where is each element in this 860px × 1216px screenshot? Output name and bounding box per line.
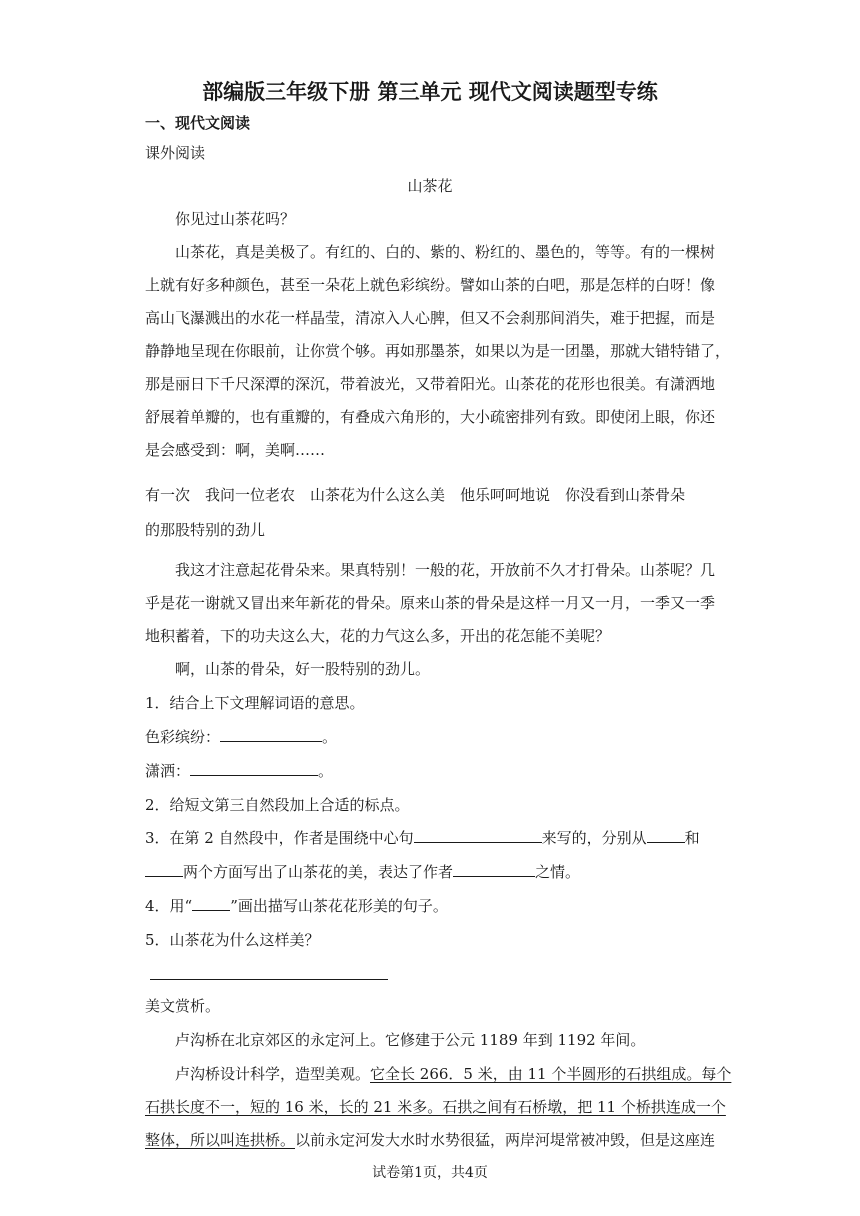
underlined-sentence: 整体，所以叫连拱桥。 xyxy=(145,1131,296,1149)
section-2-heading: 美文赏析。 xyxy=(145,997,221,1015)
question-3-line-2: 两个方面写出了山茶花的美，表达了作者 之情。 xyxy=(145,862,580,882)
question-2: 2．给短文第三自然段加上合适的标点。 xyxy=(145,796,410,814)
paragraph-2-line: 上就有好多种颜色，甚至一朵花上就色彩缤纷。譬如山茶的白吧，那是怎样的白呀！像 xyxy=(145,276,716,294)
underlined-sentence: 石拱长度不一，短的 16 米，长的 21 米多。石拱之间有石桥墩，把 11 个桥拱连成一个 xyxy=(145,1098,726,1116)
paragraph-2-line: 舒展着单瓣的，也有重瓣的，有叠成六角形的，大小疏密排列有致。即使闭上眼，你还 xyxy=(145,408,716,426)
section-heading: 一、现代文阅读 xyxy=(145,114,251,132)
section-2-paragraph-2-line: 卢沟桥设计科学，造型美观。它全长 266．5 米，由 11 个半圆形的石拱组成。每个 xyxy=(175,1065,732,1083)
underlined-sentence: 它全长 266．5 米，由 11 个半圆形的石拱组成。每个 xyxy=(370,1065,732,1083)
page-footer: 试卷第1页，共4页 xyxy=(372,1165,488,1181)
answer-blank[interactable] xyxy=(220,727,322,742)
question-5: 5．山茶花为什么这样美？ xyxy=(145,931,320,949)
paragraph-3-line: 的那股特别的劲儿 xyxy=(145,521,266,539)
question-3-line-1: 3．在第 2 自然段中，作者是围绕中心句 来写的，分别从 和 xyxy=(145,829,700,847)
paragraph-2-line: 高山飞瀑溅出的水花一样晶莹，清凉入人心脾，但又不会刹那间消失，难于把握，而是 xyxy=(145,309,716,327)
answer-blank[interactable] xyxy=(145,862,183,877)
paragraph-4-line: 乎是花一谢就又冒出来年新花的骨朵。原来山茶的骨朵是这样一月又一月，一季又一季 xyxy=(145,594,716,612)
answer-blank[interactable] xyxy=(453,862,535,877)
question-1b-label: 潇洒： xyxy=(145,762,191,780)
paragraph-3-line: 有一次 我问一位老农 山茶花为什么这么美 他乐呵呵地说 你没看到山茶骨朵 xyxy=(145,486,686,504)
question-1: 1．结合上下文理解词语的意思。 xyxy=(145,694,365,712)
question-1a: 色彩缤纷： 。 xyxy=(145,728,338,746)
paragraph-5: 啊，山茶的骨朵，好一股特别的劲儿。 xyxy=(175,660,431,678)
question-1a-label: 色彩缤纷： xyxy=(145,728,221,746)
section-subheading: 课外阅读 xyxy=(145,144,206,162)
paragraph-2-line: 静静地呈现在你眼前，让你赏个够。再如那墨茶，如果以为是一团墨，那就大错特错了， xyxy=(145,342,731,360)
article-title: 山茶花 xyxy=(407,177,453,195)
answer-blank[interactable] xyxy=(647,828,685,843)
paragraph-2-line: 山茶花，真是美极了。有红的、白的、紫的、粉红的、墨色的，等等。有的一棵树 xyxy=(175,243,716,261)
answer-blank[interactable] xyxy=(414,828,542,843)
section-2-paragraph-1: 卢沟桥在北京郊区的永定河上。它修建于公元 1189 年到 1192 年间。 xyxy=(175,1031,646,1049)
paragraph-4-line: 地积蓄着，下的功夫这么大，花的力气这么多，开出的花怎能不美呢？ xyxy=(145,627,611,645)
paragraph-1: 你见过山茶花吗？ xyxy=(175,210,296,228)
answer-blank[interactable] xyxy=(192,896,230,911)
answer-line[interactable] xyxy=(150,979,388,980)
section-2-paragraph-2-line: 整体，所以叫连拱桥。以前永定河发大水时水势很猛，两岸河堤常被冲毁，但是这座连 xyxy=(145,1131,716,1149)
paragraph-2-line: 那是丽日下千尺深潭的深沉，带着波光，又带着阳光。山茶花的花形也很美。有潇洒地 xyxy=(145,375,716,393)
question-1b: 潇洒： 。 xyxy=(145,762,334,780)
paragraph-4-line: 我这才注意起花骨朵来。果真特别！一般的花，开放前不久才打骨朵。山茶呢？几 xyxy=(175,561,716,579)
question-4: 4．用“ ”画出描写山茶花花形美的句子。 xyxy=(145,897,448,915)
answer-blank[interactable] xyxy=(190,761,318,776)
page-title: 部编版三年级下册 第三单元 现代文阅读题型专练 xyxy=(202,80,658,104)
paragraph-2-line: 是会感受到：啊，美啊…… xyxy=(145,441,326,459)
